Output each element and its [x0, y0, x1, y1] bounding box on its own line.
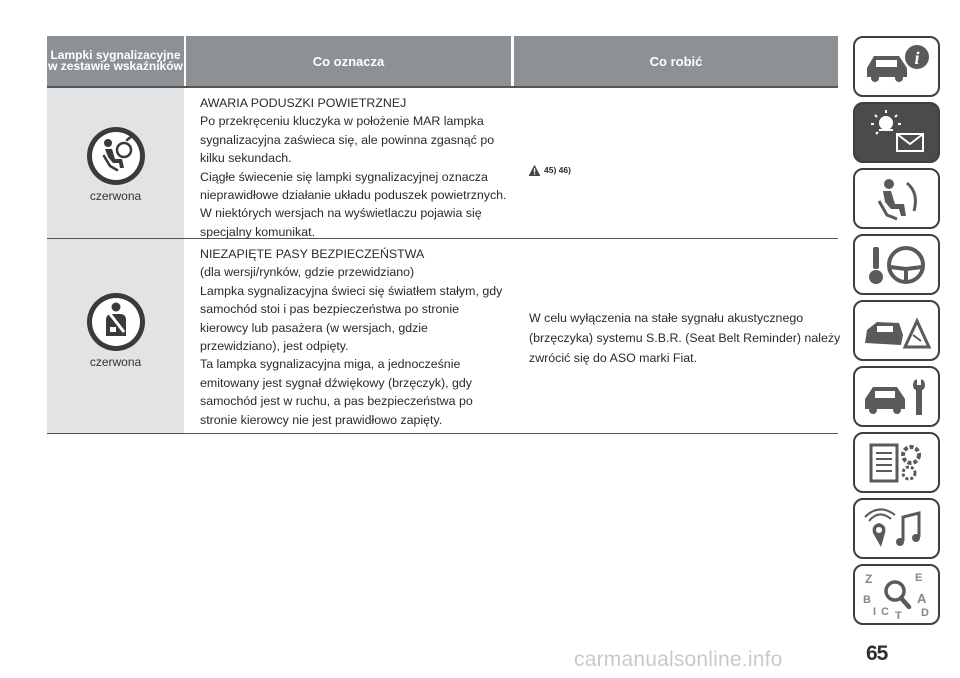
header-action: Co robić — [514, 36, 838, 86]
text-line: specjalny komunikat. — [200, 224, 316, 239]
text-line: zwrócić się do ASO marki Fiat. — [529, 351, 698, 365]
color-label: czerwona — [89, 189, 142, 203]
tab-index[interactable] — [853, 564, 940, 625]
text-line: (brzęczyka) systemu S.B.R. (Seat Belt Reminder) należy — [529, 331, 841, 345]
tab-maintenance[interactable] — [853, 366, 940, 427]
text-line: kierowcy lub pasażera (w wersjach, gdzie — [200, 320, 428, 335]
meaning-cell — [184, 239, 514, 433]
page-number: 65 — [866, 642, 888, 665]
text-line: Ta lampka sygnalizacyjna miga, a jednocześnie — [200, 357, 461, 372]
text-line: sygnalizacyjna zaświeca się, ale powinna zgasnąć po — [200, 132, 495, 147]
car-maintenance-icon — [859, 371, 934, 423]
car-info-icon — [859, 41, 934, 93]
watermark: carmanualsonline.info — [574, 648, 783, 671]
indicator-cell — [47, 88, 184, 238]
header-warning-lights: Lampki sygnalizacyjne w zestawie wskaźników — [47, 36, 184, 86]
warning-reference — [528, 160, 571, 180]
key-steering-wheel-icon — [859, 239, 934, 291]
svg-text:T: T — [895, 609, 902, 621]
warning-triangle-icon — [528, 164, 541, 177]
text-line: Ciągłe świecenie się lampki sygnalizacyjnej oznacza — [200, 169, 488, 184]
text-line: Po przekręceniu kluczyka w położenie MAR lampka — [200, 114, 484, 129]
multimedia-icon — [859, 503, 934, 555]
text-line: samochód stoi i pas bezpieczeństwa po stronie — [200, 302, 459, 317]
svg-text:I: I — [873, 605, 877, 618]
tab-safety[interactable] — [853, 168, 940, 229]
svg-text:E: E — [915, 571, 923, 584]
svg-text:D: D — [921, 606, 929, 619]
text-line: samochód jest w ruchu, a pas bezpieczeństwa po — [200, 394, 473, 409]
airbag-safety-icon — [859, 173, 934, 225]
text-line: W niektórych wersjach na wyświetlaczu pojawia się — [200, 206, 482, 221]
tab-emergency[interactable] — [853, 300, 940, 361]
action-cell — [514, 239, 841, 433]
text-line: stronie kierowcy nie jest prawidłowo zapięty. — [200, 412, 443, 427]
warning-reference-text: 45) 46) — [544, 165, 571, 175]
airbag-warning-icon — [86, 126, 146, 186]
text-line: W celu wyłączenia na stałe sygnału akustycznego — [529, 311, 804, 325]
technical-data-icon — [859, 437, 934, 489]
tab-warning-lights[interactable] — [853, 102, 940, 163]
tab-technical-data[interactable] — [853, 432, 940, 493]
header-meaning: Co oznacza — [186, 36, 511, 86]
svg-text:B: B — [863, 593, 871, 606]
svg-text:A: A — [917, 590, 927, 606]
text-line: nieprawidłowe działanie układu poduszek powietrznych. — [200, 188, 507, 203]
warning-lights-table — [47, 36, 841, 434]
svg-text:Z: Z — [865, 571, 873, 586]
svg-text:i: i — [914, 47, 920, 68]
action-cell — [514, 88, 838, 238]
action-text — [529, 308, 840, 368]
table-row — [47, 88, 838, 239]
warning-lights-message-icon — [859, 107, 934, 159]
tab-car-info[interactable] — [853, 36, 940, 97]
row-title: AWARIA PODUSZKI POWIETRZNEJ — [200, 96, 407, 110]
text-line: emitowany jest sygnał dźwiękowy (brzęczyk), gdy — [200, 375, 473, 390]
table-row — [47, 239, 841, 434]
text-line: przewidziano), jest odpięty. — [200, 339, 349, 354]
seatbelt-warning-icon — [86, 292, 146, 352]
meaning-cell — [184, 88, 514, 238]
table-header — [47, 36, 838, 88]
text-line: Lampka sygnalizacyjna świeci się światłem stałym, gdy — [200, 283, 503, 298]
text-line: (dla wersji/rynków, gdzie przewidziano) — [200, 265, 415, 280]
svg-text:C: C — [881, 605, 889, 618]
color-label: czerwona — [89, 355, 142, 369]
indicator-cell — [47, 239, 184, 433]
tab-starting-driving[interactable] — [853, 234, 940, 295]
tab-multimedia[interactable] — [853, 498, 940, 559]
alphabetical-index-icon — [859, 569, 934, 621]
row-title: NIEZAPIĘTE PASY BEZPIECZEŃSTWA — [200, 247, 425, 261]
car-breakdown-icon — [859, 305, 934, 357]
text-line: kilku sekundach. — [200, 151, 292, 166]
